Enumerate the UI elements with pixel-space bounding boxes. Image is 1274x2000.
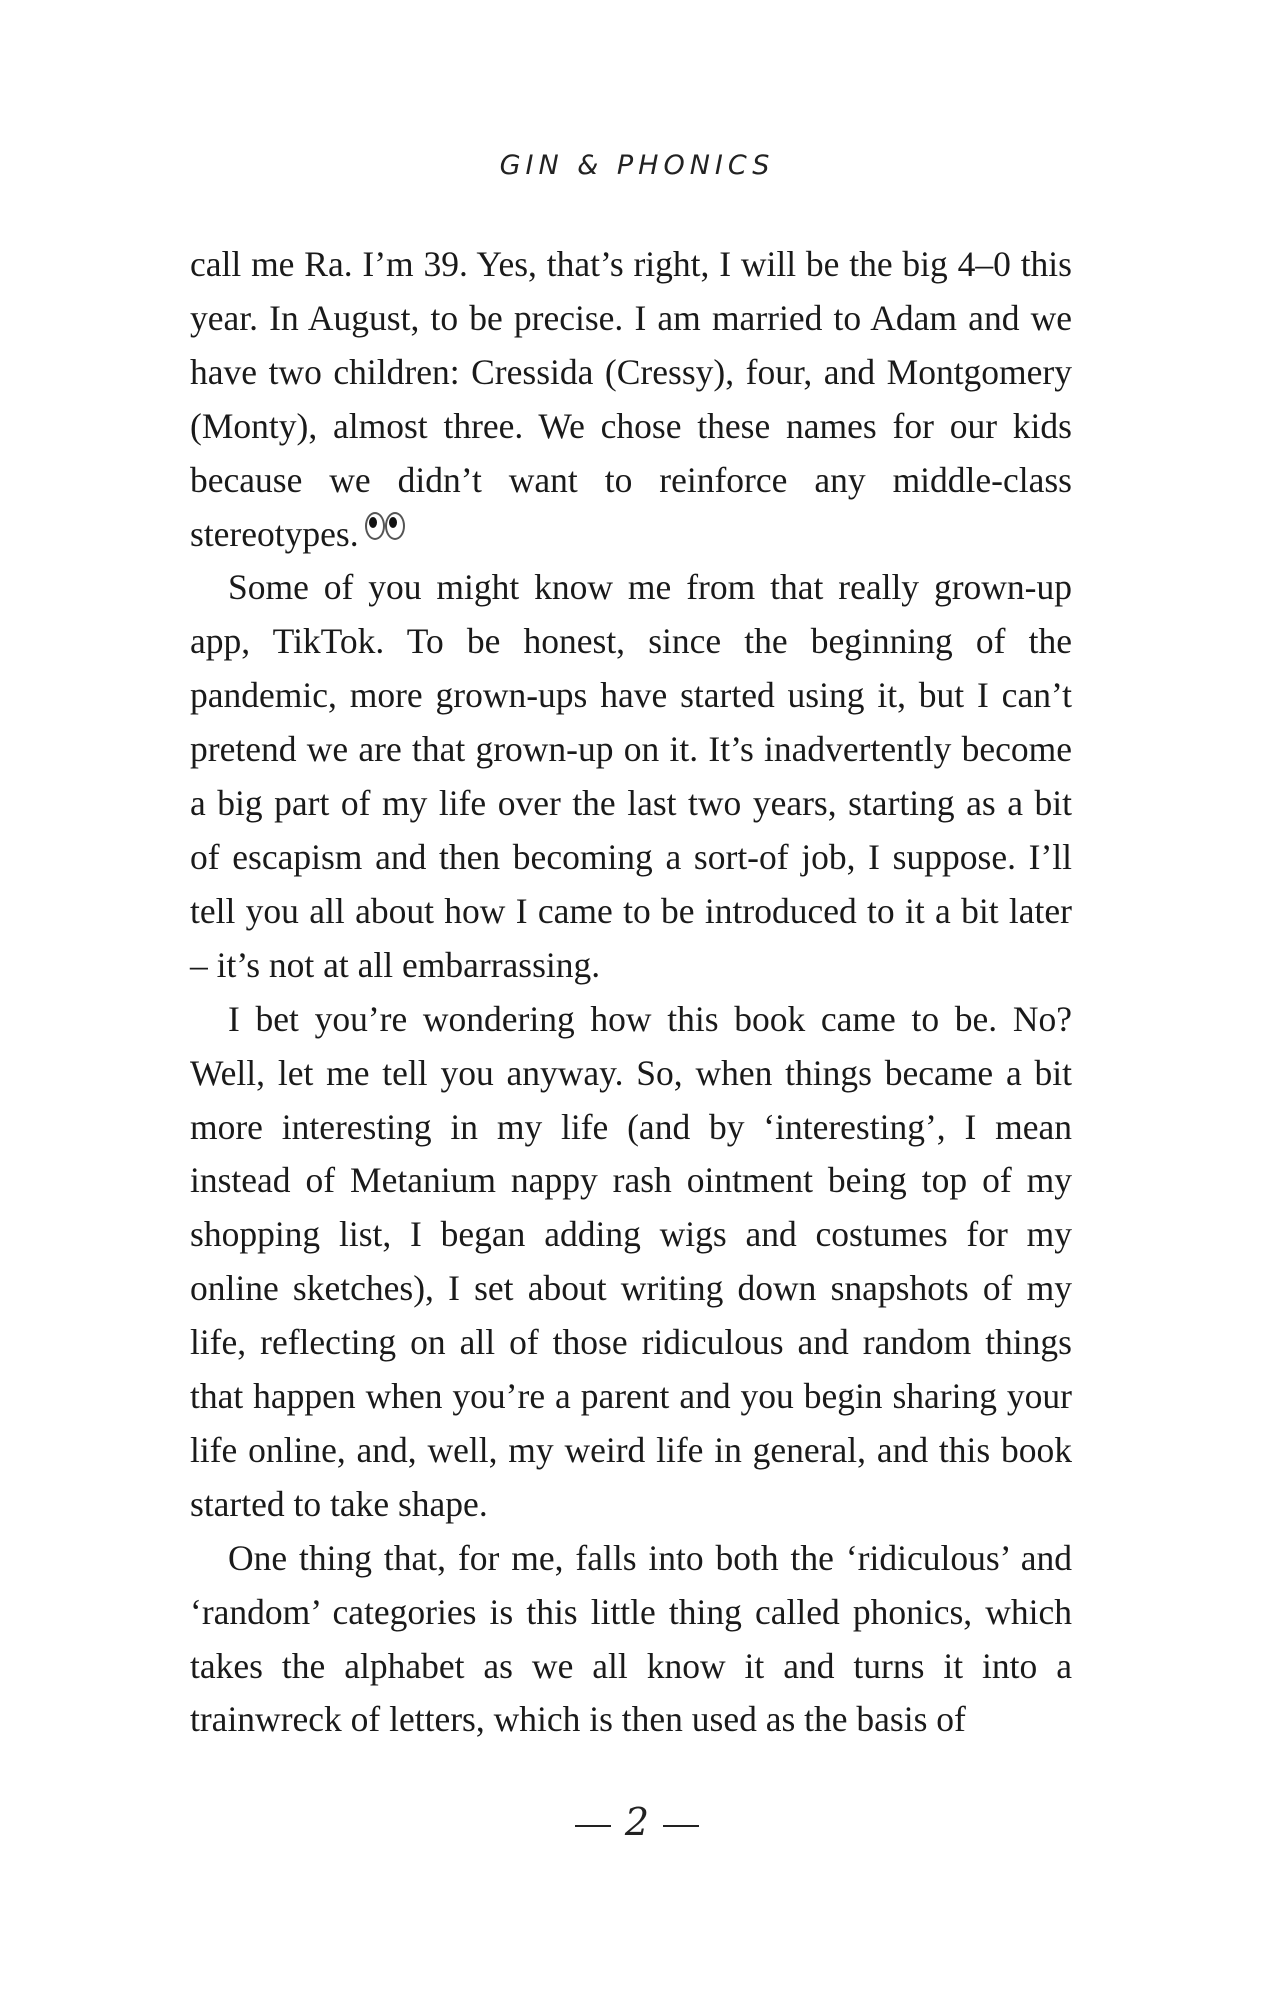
page-number-footer (0, 1800, 1274, 1844)
body-text (190, 238, 1072, 1747)
running-head: GIN & PHONICS (499, 150, 775, 181)
paragraph-2: Some of you might know me from that really grown-up app, TikTok. To be honest, since the beginning of the pandemic, more grown-ups have started using it, but I can’t pretend we are that grown-up on it. It’s inadvertently become a big part of my life over the last two years, starting as a bit of escapism and then becoming a sort-of job, I suppose. I’ll tell you all about how I came to be introduced to it a bit later – it’s not at all embarrassing. (190, 567, 1072, 985)
paragraph-4: One thing that, for me, falls into both the ‘ridiculous’ and ‘random’ categories is this little thing called phonics, which takes the alphabet as we all know it and turns it into a trainwreck of letters, which is then used as the basis of (190, 1537, 1072, 1740)
eyes-emoji-icon (365, 512, 405, 542)
left-dash (575, 1825, 611, 1827)
page-number: 2 (624, 1800, 650, 1844)
paragraph-1 (190, 238, 1072, 561)
paragraph-3: I bet you’re wondering how this book came to be. No? Well, let me tell you anyway. So, when things became a bit more interesting in my life (and by ‘interesting’, I mean instead of Metanium nappy rash ointment being top of my shopping list, I began adding wigs and costumes for my online sketches), I set about writing down snapshots of my life, reflecting on all of those ridiculous and random things that happen when you’re a parent and you begin sharing your life online, and, well, my weird life in general, and this book started to take shape. (190, 998, 1072, 1524)
right-dash (663, 1825, 699, 1827)
paragraph-1-text: call me Ra. I’m 39. Yes, that’s right, I will be the big 4–0 this year. In August, to be precise. I am married to Adam and we have two children: Cressida (Cressy), four, and Montgomery (Monty), almost three. We chose these names for our kids because we didn’t want to reinforce any middle-class stereotypes. (190, 244, 1072, 554)
